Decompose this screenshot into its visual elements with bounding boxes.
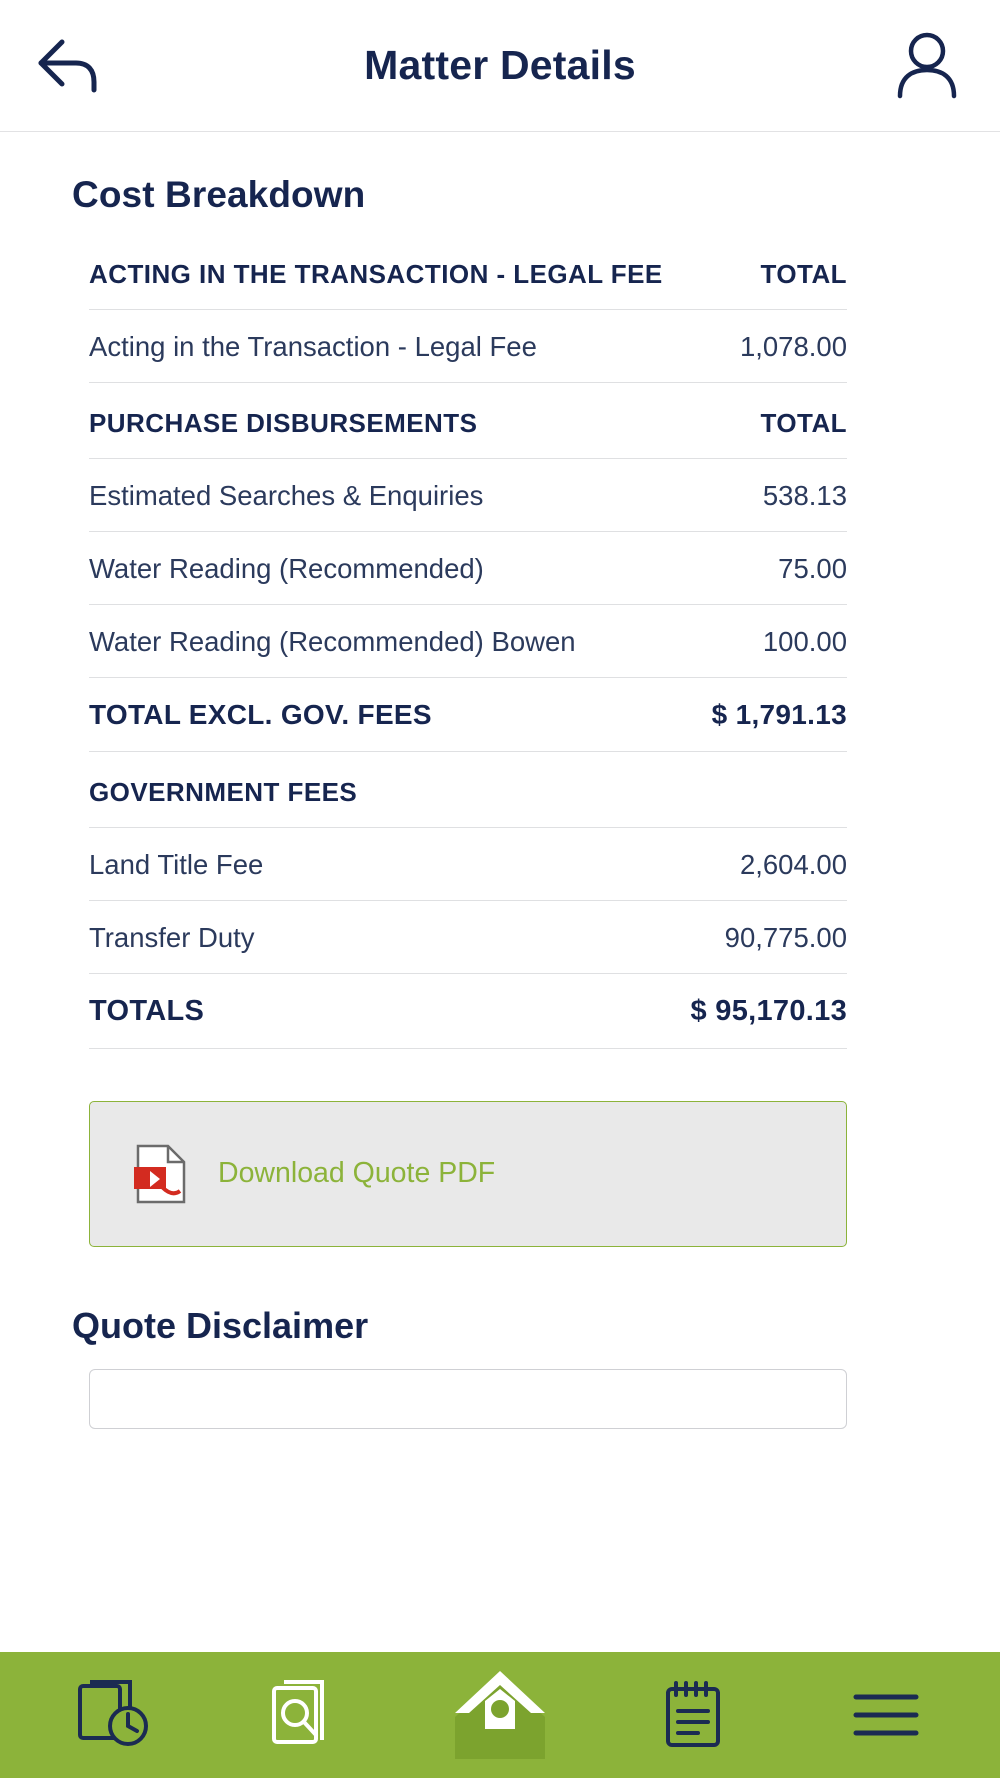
row-label: Estimated Searches & Enquiries <box>89 479 484 511</box>
download-quote-pdf-button[interactable] <box>89 1101 847 1247</box>
row-amount: 90,775.00 <box>724 921 847 953</box>
table-row <box>89 604 847 677</box>
back-arrow-icon <box>36 36 100 96</box>
subtotal-row <box>89 678 847 752</box>
group-header-amount: TOTAL <box>760 407 847 438</box>
cost-breakdown-title: Cost Breakdown <box>72 174 366 215</box>
app-header <box>0 0 1000 132</box>
cost-breakdown-table <box>89 252 847 1049</box>
nav-search-documents[interactable] <box>232 1652 382 1778</box>
hamburger-menu-icon <box>851 1688 921 1742</box>
nav-menu[interactable] <box>811 1652 961 1778</box>
subtotal-label: TOTAL EXCL. GOV. FEES <box>89 699 432 730</box>
table-row <box>89 531 847 604</box>
subtotal-amount: $ 1,791.13 <box>711 699 847 730</box>
table-group-header <box>89 382 847 458</box>
table-row <box>89 827 847 900</box>
home-logo-icon <box>445 1667 555 1763</box>
totals-row <box>89 973 847 1048</box>
group-header-amount: TOTAL <box>760 259 847 289</box>
nav-matters-history[interactable] <box>39 1652 189 1778</box>
page-title: Matter Details <box>364 42 636 88</box>
profile-button[interactable] <box>888 26 966 106</box>
row-amount: 2,604.00 <box>739 848 847 880</box>
group-header-label: GOVERNMENT FEES <box>89 776 358 807</box>
back-button[interactable] <box>30 30 106 102</box>
notepad-icon <box>660 1679 726 1751</box>
row-label: Water Reading (Recommended) <box>89 552 484 584</box>
nav-home[interactable] <box>425 1652 575 1778</box>
totals-amount: $ 95,170.13 <box>690 994 847 1027</box>
row-amount: 100.00 <box>762 625 847 657</box>
row-label: Transfer Duty <box>89 921 255 953</box>
table-row <box>89 458 847 531</box>
table-row <box>89 900 847 973</box>
row-amount: 75.00 <box>778 552 847 584</box>
row-label: Water Reading (Recommended) Bowen <box>89 625 576 657</box>
user-account-icon <box>892 30 962 102</box>
government-fees-header <box>89 751 847 827</box>
table-row <box>89 309 847 382</box>
row-amount: 538.13 <box>762 479 847 511</box>
group-header-label: PURCHASE DISBURSEMENTS <box>89 407 478 438</box>
row-label: Land Title Fee <box>89 848 264 880</box>
nav-notes[interactable] <box>618 1652 768 1778</box>
group-header-amount <box>673 751 847 827</box>
main-content <box>0 132 1000 1778</box>
download-quote-pdf-label: Download Quote PDF <box>218 1157 496 1190</box>
group-header-label: ACTING IN THE TRANSACTION - LEGAL FEE <box>89 259 663 289</box>
documents-clock-icon <box>76 1680 152 1750</box>
row-label: Acting in the Transaction - Legal Fee <box>89 330 537 362</box>
table-group-header <box>89 252 847 309</box>
document-search-icon <box>270 1680 344 1750</box>
row-amount: 1,078.00 <box>739 330 847 362</box>
pdf-file-icon <box>132 1143 190 1205</box>
bottom-navigation-bar <box>0 1652 1000 1778</box>
totals-label: TOTALS <box>89 994 205 1027</box>
quote-disclaimer-title: Quote Disclaimer <box>72 1304 369 1346</box>
quote-disclaimer-box <box>89 1369 847 1429</box>
